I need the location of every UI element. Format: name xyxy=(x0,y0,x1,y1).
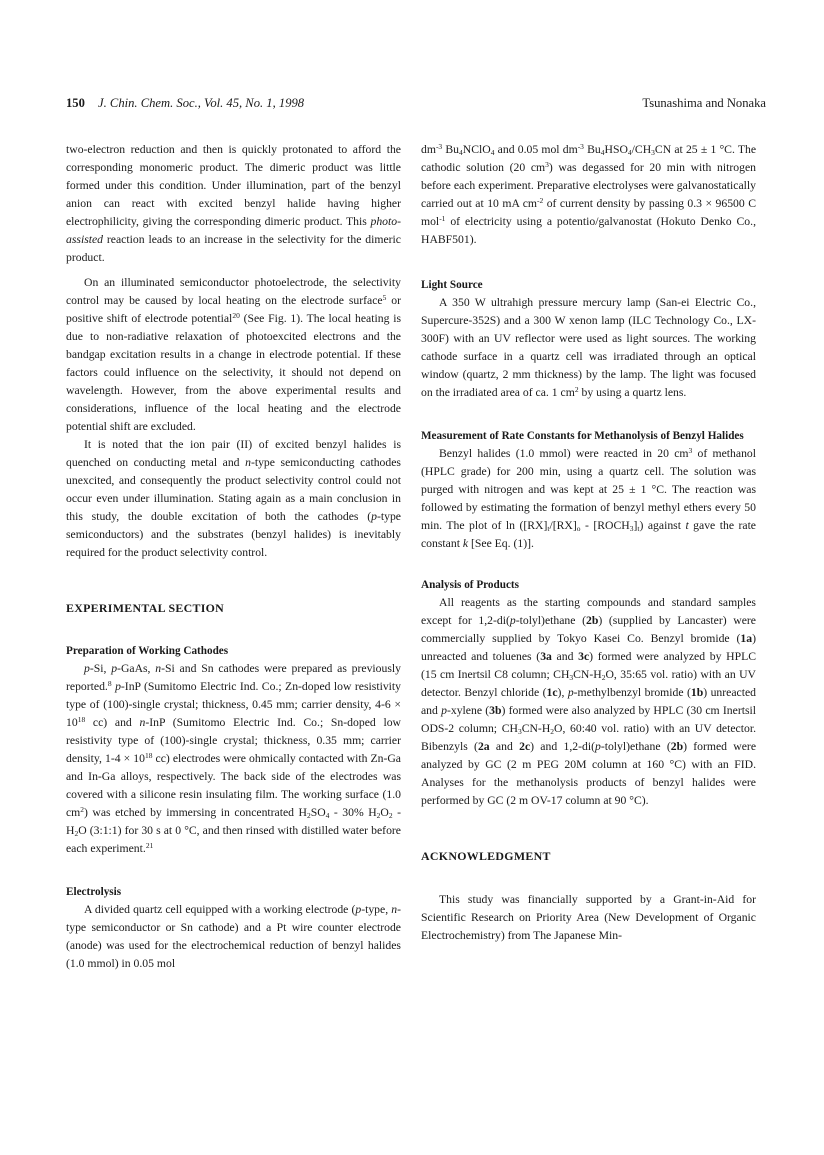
header-left xyxy=(66,96,304,111)
paragraph-rate-constants: Benzyl halides (1.0 mmol) were reacted in 20 $cm^3$ of methanol (HPLC grade) for 200 min, using a quartz cell. The solution was purged with nitrogen and was kept at 25 ± 1 °C. The reaction was followed by estimating the formation of benzyl methyl ethers every 50 min. The plot of $\ln ([RX]_t/[RX]_o$ - $[ROCH_3]_t$) against t gave the rate constant k [See Eq. (1)]. xyxy=(421,446,757,550)
author-names: Tsunashima and Nonaka xyxy=(642,96,766,110)
paragraph-ion-pair: It is noted that the ion pair (II) of excited benzyl halides is quenched on conducting metal and n-type semiconducting cathodes unexcited, and consequently the product selectivity control could not occur even under illumination. Stating again as a main conclusion in this study, the double excitation of both the cathodes (p-type semiconductors) and the substrates (benzyl halides) is inevitably required for the product selectivity control. xyxy=(66,438,401,559)
paragraph-acknowledgment: This study was financially supported by a Grant-in-Aid for Scientific Research on Priority Area (New Development of Organic Electrochemistry) from The Japanese Min- xyxy=(421,893,756,942)
running-header xyxy=(66,96,766,114)
left-column xyxy=(66,141,401,973)
right-column xyxy=(421,141,756,945)
paragraph-photoelectrode: On an illuminated semiconductor photoelectrode, the selectivity control may be caused by local heating on the electrode surface$^5$ or positive shift of electrode potential$^{20}$ (See Fig. 1). The local heating is due to non-radiative relaxation of photoexcited electrons and the bandgap excitation results in a change in electrode potential. If these factors could influence on the selectivity, it should not depend on wavelength. However, from the above experimental results and considerations, influence of the local heating and the electrode potential shift are excluded. xyxy=(66,276,401,433)
paragraph-light-source: A 350 W ultrahigh pressure mercury lamp (San-ei Electric Co., Supercure-352S) and a 300 W xenon lamp (ILC Technology Co., LX-300F) with an UV reflector were used as light sources. The working cathode surface in a quartz cell was irradiated through an optical window (quartz, 2 mm thickness) by the lamp. The light was focused on the irradiated area of ca. 1 $cm^2$ by using a quartz lens. xyxy=(421,296,756,399)
journal-citation: J. Chin. Chem. Soc., Vol. 45, No. 1, 1998 xyxy=(98,96,305,110)
heading-electrolysis: Electrolysis xyxy=(66,886,122,898)
heading-acknowledgment: ACKNOWLEDGMENT xyxy=(421,849,551,863)
heading-rate-constants: Measurement of Rate Constants for Methanolysis of Benzyl Halides xyxy=(421,430,744,442)
paragraph-electrolysis: A divided quartz cell equipped with a working electrode (p-type, n-type semiconductor or Sn cathode) and a Pt wire counter electrode (anode) was used for the electrochemical reduction of benzyl halides (1.0 mmol) in 0.05 mol xyxy=(66,903,401,970)
paragraph-cathodes: p-Si, p-GaAs, n-Si and Sn cathodes were prepared as previously reported.$^8$ p-InP (Sumitomo Electric Ind. Co.; Zn-doped low resistivity type of (100)-single crystal; thickness, 0.45 mm; carrier density, $4-6 \times 10^{18}$ cc) and n-InP (Sumitomo Electric Ind. Co.; Sn-doped low resistivity type of (100)-single crystal; thickness, 0.35 mm; carrier density, $1-4 \times 10^{18}$ cc) electrodes were ohmically contacted with Zn-Ga and In-Ga alloys, respectively. The back side of the electrodes was covered with a silicone resin insulating film. The working surface (1.0 $cm^2$) was etched by immersing in concentrated $H_2SO_4 - 30\%$ $H_2O_2 - H_2O$ (3:1:1) for 30 s at 0 °C, and then rinsed with distilled water before each experiment.$^{21}$ xyxy=(66,662,402,855)
heading-working-cathodes: Preparation of Working Cathodes xyxy=(66,645,229,657)
paragraph-electrolysis-continued: $dm^{-3}$ $Bu_4NClO_4$ and 0.05 mol $dm^{-3}$ $Bu_4HSO_4/CH_3CN$ at 25 ± 1 °C. The cathodic solution (20 $cm^3$) was degassed for 20 min with nitrogen before each experiment. Preparative electrolyses were galvanostatically carried out at 10 mA $cm^{-2}$ of current density by passing 0.3 × 96500 C mol$^{-1}$ of electricity using a potentio/galvanostat (Hokuto Denko Co., HABF501). xyxy=(421,142,757,246)
paragraph-intro-continued: two-electron reduction and then is quickly protonated to afford the corresponding monomeric product. The dimeric product was little formed under this condition. Under illumination, part of the benzyl anion can react with excited benzyl halide having higher electrophilicity, giving the corresponding dimeric product. This photo-assisted reaction leads to an increase in the selectivity for the dimeric product. xyxy=(66,143,401,264)
heading-analysis-of-products: Analysis of Products xyxy=(421,579,520,591)
paragraph-analysis: All reagents as the starting compounds and standard samples except for 1,2-di(p-tolyl)ethane (2b) (supplied by Lancaster) were commercially supplied by Tokyo Kasei Co. Benzyl bromide (1a) unreacted and toluenes (3a and 3c) formed were analyzed by HPLC (15 cm Inertsil C8 column; $CH_3CN-H_2O$, 35:65 vol. ratio) with an UV detector. Benzyl chloride (1c), p-methylbenzyl bromide (1b) unreacted and p-xylene (3b) formed were also analyzed by HPLC (30 cm Inertsil ODS-2 column; $CH_3CN-H_2O$, 60:40 vol. ratio) with an UV detector. Bibenzyls (2a and 2c) and 1,2-di(p-tolyl)ethane (2b) formed were analyzed by GC (2 m PEG 20M column at 160 °C) with an FID. Analyses for the methanolysis products of benzyl halides were performed by GC (2 m OV-17 column at 90 °C). xyxy=(421,596,757,807)
heading-experimental-section: EXPERIMENTAL SECTION xyxy=(66,601,225,615)
page-number: 150 xyxy=(66,96,85,110)
heading-light-source: Light Source xyxy=(421,279,483,291)
